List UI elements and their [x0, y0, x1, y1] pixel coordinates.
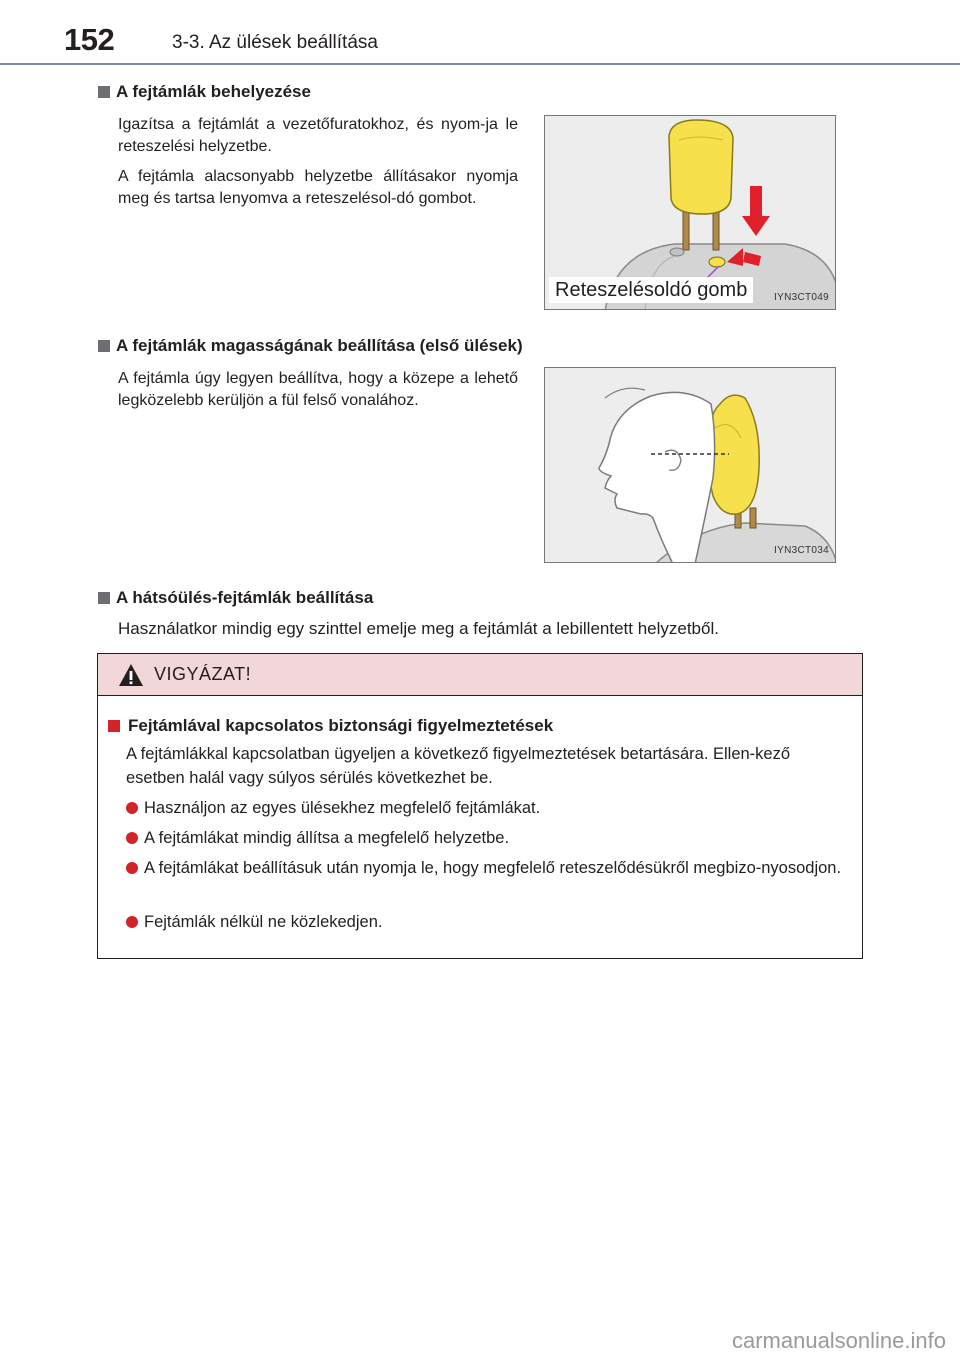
warning-bullet: Fejtámlák nélkül ne közlekedjen. [126, 910, 852, 934]
section1-paragraph-2: A fejtámla alacsonyabb helyzetbe állításakor nyomja meg és tartsa lenyomva a reteszelésol-dó gombot. [118, 168, 518, 207]
square-bullet-icon [98, 592, 110, 604]
warning-bullet: A fejtámlákat beállításuk után nyomja le, hogy megfelelő reteszelődésükről megbizo-nyosodjon. [126, 856, 852, 880]
chapter-title: 3-3. Az ülések beállítása [172, 32, 378, 53]
warning-paragraph: A fejtámlákkal kapcsolatban ügyeljen a következő figyelmeztetések betartására. Ellen-kező esetben halál vagy súlyos sérülés következhet be. [126, 745, 791, 787]
section-heading-insert: A fejtámlák behelyezése [98, 82, 311, 102]
figure-code: IYN3CT049 [774, 292, 829, 303]
section2-paragraph: A fejtámla úgy legyen beállítva, hogy a közepe a lehető legközelebb kerüljön a fül felső vonalához. [118, 370, 518, 409]
figure-code: IYN3CT034 [774, 545, 829, 556]
figure-headrest-insert [544, 115, 836, 310]
red-dot-icon [126, 916, 138, 928]
page-number: 152 [64, 22, 115, 57]
page-header [0, 0, 960, 66]
section3-paragraph: Használatkor mindig egy szinttel emelje meg a fejtámlát a lebillentett helyzetből. [118, 619, 719, 638]
watermark[interactable]: carmanualsonline.info [731, 1328, 946, 1353]
square-bullet-icon [98, 86, 110, 98]
red-dot-icon [126, 802, 138, 814]
section-heading-height: A fejtámlák magasságának beállítása (első ülések) [98, 336, 523, 356]
square-bullet-icon [98, 340, 110, 352]
release-button-callout: Reteszelésoldó gomb [549, 277, 753, 303]
red-dot-icon [126, 862, 138, 874]
warning-title: VIGYÁZAT! [154, 664, 252, 684]
warning-header [98, 654, 862, 696]
warning-triangle-icon [118, 663, 144, 687]
head-profile-illustration [545, 368, 836, 563]
warning-bullet: Használjon az egyes ülésekhez megfelelő fejtámlákat. [126, 796, 852, 820]
red-dot-icon [126, 832, 138, 844]
section1-paragraph-1: Igazítsa a fejtámlát a vezetőfuratokhoz, és nyom-ja le reteszelési helyzetbe. [118, 116, 518, 155]
warning-subheading: Fejtámlával kapcsolatos biztonsági figyelmeztetések [108, 716, 553, 736]
header-rule [0, 63, 960, 65]
red-square-icon [108, 720, 120, 732]
warning-bullet: A fejtámlákat mindig állítsa a megfelelő helyzetbe. [126, 826, 852, 850]
warning-box [97, 653, 863, 959]
figure-headrest-height [544, 367, 836, 563]
section-heading-rear: A hátsóülés-fejtámlák beállítása [98, 588, 373, 608]
